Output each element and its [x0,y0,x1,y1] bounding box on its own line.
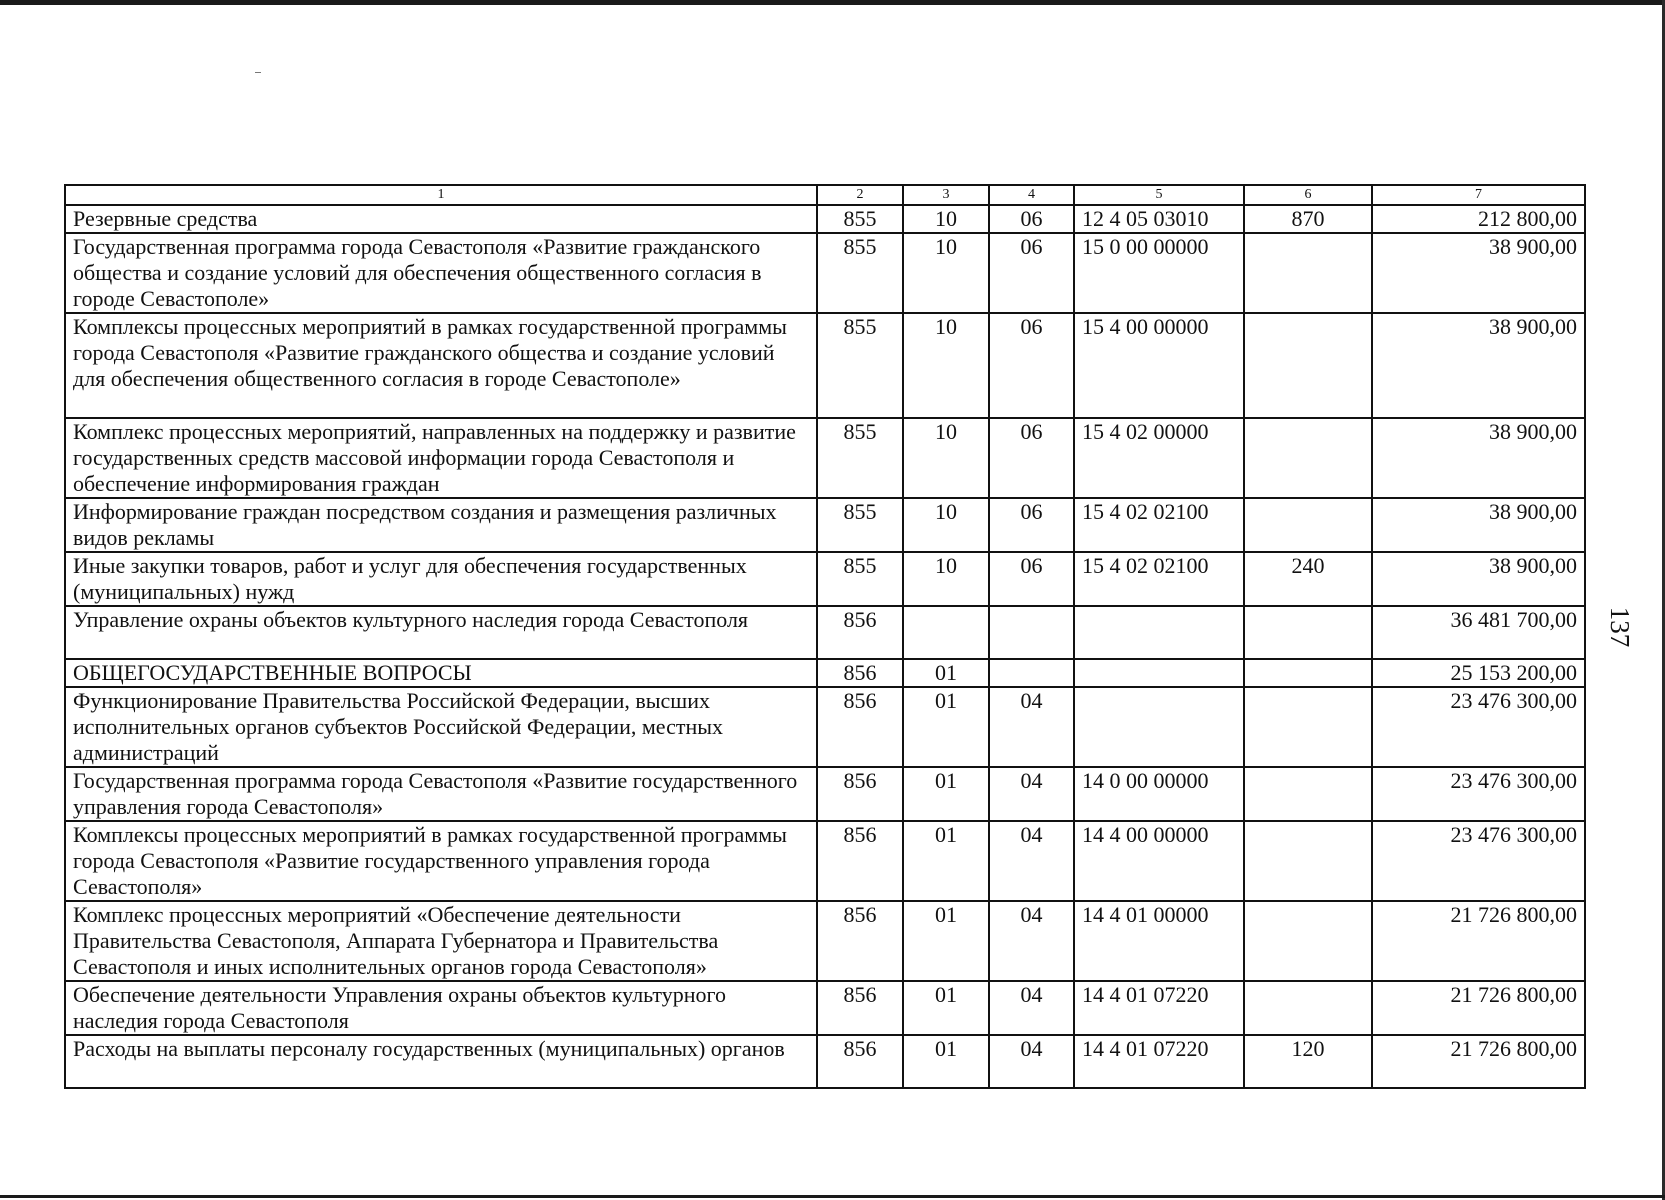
row-vr [1244,233,1372,313]
scan-speck [255,72,261,73]
row-csr: 12 4 05 03010 [1074,205,1244,233]
row-amount: 38 900,00 [1372,233,1585,313]
row-csr: 15 4 02 02100 [1074,498,1244,552]
row-name: Иные закупки товаров, работ и услуг для обеспечения государственных (муниципальных) нужд [65,552,817,606]
row-gr: 856 [817,687,903,767]
header-col-6: 6 [1244,185,1372,205]
row-name: Комплекс процессных мероприятий, направленных на поддержку и развитие государственных средств массовой информации города Севастополя и обеспечение информирования граждан [65,418,817,498]
scan-border-bottom [0,1195,1665,1198]
row-pr: 06 [989,233,1074,313]
header-row [65,185,1585,205]
header-col-2: 2 [817,185,903,205]
row-csr: 15 4 00 00000 [1074,313,1244,418]
scan-border-top [0,0,1665,5]
row-amount: 25 153 200,00 [1372,659,1585,687]
row-name: Государственная программа города Севастополя «Развитие государственного управления города Севастополя» [65,767,817,821]
row-pr [989,659,1074,687]
row-amount: 212 800,00 [1372,205,1585,233]
row-rz: 10 [903,313,989,418]
budget-table [64,184,1586,1089]
row-gr: 855 [817,552,903,606]
row-gr: 855 [817,498,903,552]
row-rz: 01 [903,981,989,1035]
table-row [65,981,1585,1035]
table-row [65,767,1585,821]
row-vr [1244,606,1372,659]
row-csr [1074,687,1244,767]
row-pr [989,606,1074,659]
table-row [65,1035,1585,1088]
row-name: Комплексы процессных мероприятий в рамках государственной программы города Севастополя «Развитие гражданского общества и создание условий для обеспечения общественного согласия в городе Севастополе» [65,313,817,418]
row-csr: 14 4 01 07220 [1074,981,1244,1035]
row-rz: 01 [903,687,989,767]
row-gr: 855 [817,233,903,313]
row-pr: 06 [989,205,1074,233]
header-col-5: 5 [1074,185,1244,205]
row-vr [1244,687,1372,767]
table-row [65,233,1585,313]
row-rz: 10 [903,498,989,552]
table-row [65,901,1585,981]
row-vr [1244,901,1372,981]
row-amount: 21 726 800,00 [1372,901,1585,981]
row-vr: 240 [1244,552,1372,606]
row-name: Резервные средства [65,205,817,233]
row-pr: 06 [989,498,1074,552]
row-amount: 38 900,00 [1372,498,1585,552]
row-amount: 36 481 700,00 [1372,606,1585,659]
row-name: Государственная программа города Севастополя «Развитие гражданского общества и создание условий для обеспечения общественного согласия в городе Севастополе» [65,233,817,313]
row-rz: 01 [903,901,989,981]
row-gr: 855 [817,205,903,233]
header-col-7: 7 [1372,185,1585,205]
row-csr: 14 4 01 07220 [1074,1035,1244,1088]
page-number: 137 [1605,606,1635,648]
row-name: Функционирование Правительства Российской Федерации, высших исполнительных органов субъектов Российской Федерации, местных администраций [65,687,817,767]
row-amount: 23 476 300,00 [1372,767,1585,821]
row-rz: 01 [903,767,989,821]
row-vr [1244,498,1372,552]
row-pr: 04 [989,687,1074,767]
table-row [65,659,1585,687]
row-vr: 120 [1244,1035,1372,1088]
row-gr: 856 [817,981,903,1035]
row-gr: 856 [817,1035,903,1088]
row-rz: 01 [903,659,989,687]
row-amount: 38 900,00 [1372,418,1585,498]
row-pr: 06 [989,313,1074,418]
row-gr: 855 [817,313,903,418]
row-gr: 856 [817,606,903,659]
table-row [65,821,1585,901]
row-vr: 870 [1244,205,1372,233]
row-csr [1074,659,1244,687]
row-rz: 10 [903,205,989,233]
row-pr: 04 [989,901,1074,981]
table-row [65,313,1585,418]
table-row [65,205,1585,233]
row-csr: 14 4 01 00000 [1074,901,1244,981]
table-row [65,606,1585,659]
table-row [65,498,1585,552]
row-pr: 04 [989,981,1074,1035]
row-amount: 21 726 800,00 [1372,1035,1585,1088]
row-pr: 06 [989,552,1074,606]
row-rz: 01 [903,1035,989,1088]
row-amount: 23 476 300,00 [1372,821,1585,901]
row-csr: 15 0 00 00000 [1074,233,1244,313]
row-name: Расходы на выплаты персоналу государственных (муниципальных) органов [65,1035,817,1088]
row-vr [1244,767,1372,821]
row-csr: 14 0 00 00000 [1074,767,1244,821]
row-amount: 38 900,00 [1372,552,1585,606]
row-name: Обеспечение деятельности Управления охраны объектов культурного наследия города Севастополя [65,981,817,1035]
row-amount: 38 900,00 [1372,313,1585,418]
row-gr: 855 [817,418,903,498]
table-row [65,552,1585,606]
row-csr: 15 4 02 00000 [1074,418,1244,498]
row-pr: 06 [989,418,1074,498]
row-csr [1074,606,1244,659]
row-vr [1244,821,1372,901]
row-rz [903,606,989,659]
header-col-4: 4 [989,185,1074,205]
row-vr [1244,418,1372,498]
row-gr: 856 [817,659,903,687]
row-amount: 23 476 300,00 [1372,687,1585,767]
row-gr: 856 [817,821,903,901]
row-csr: 14 4 00 00000 [1074,821,1244,901]
row-pr: 04 [989,1035,1074,1088]
row-pr: 04 [989,821,1074,901]
row-amount: 21 726 800,00 [1372,981,1585,1035]
row-name: Управление охраны объектов культурного наследия города Севастополя [65,606,817,659]
row-name: ОБЩЕГОСУДАРСТВЕННЫЕ ВОПРОСЫ [65,659,817,687]
table-row [65,687,1585,767]
row-rz: 10 [903,552,989,606]
row-rz: 01 [903,821,989,901]
row-name: Комплекс процессных мероприятий «Обеспечение деятельности Правительства Севастополя, Аппарата Губернатора и Правительства Севастополя и иных исполнительных органов города Севастополя» [65,901,817,981]
table-row [65,418,1585,498]
header-col-1: 1 [65,185,817,205]
row-vr [1244,313,1372,418]
row-csr: 15 4 02 02100 [1074,552,1244,606]
row-vr [1244,659,1372,687]
row-gr: 856 [817,901,903,981]
row-name: Комплексы процессных мероприятий в рамках государственной программы города Севастополя «Развитие государственного управления города Севастополя» [65,821,817,901]
row-name: Информирование граждан посредством создания и размещения различных видов рекламы [65,498,817,552]
row-pr: 04 [989,767,1074,821]
header-col-3: 3 [903,185,989,205]
row-gr: 856 [817,767,903,821]
row-rz: 10 [903,418,989,498]
row-vr [1244,981,1372,1035]
row-rz: 10 [903,233,989,313]
